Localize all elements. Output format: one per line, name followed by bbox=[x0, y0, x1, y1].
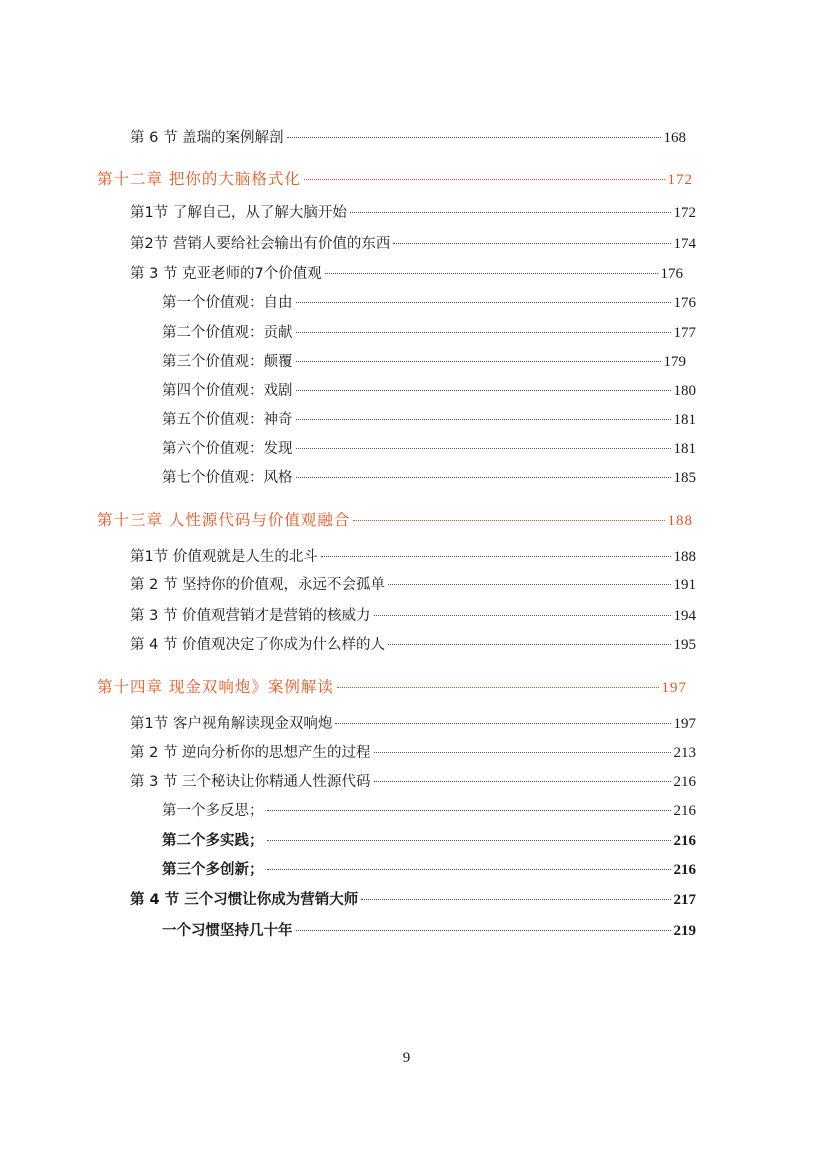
dot-leader bbox=[296, 930, 671, 931]
dot-leader bbox=[321, 556, 671, 557]
toc-title: 第二个多实践； bbox=[162, 833, 264, 849]
toc-title: 第1节 价值观就是人生的北斗 bbox=[130, 549, 318, 565]
toc-entry bbox=[130, 742, 696, 764]
dot-leader bbox=[353, 520, 664, 521]
toc-entry bbox=[130, 202, 696, 224]
toc-title: 第 2 节 逆向分析你的思想产生的过程 bbox=[130, 745, 371, 761]
toc-title: 第一个价值观：自由 bbox=[162, 295, 293, 311]
toc-title: 第七个价值观：风格 bbox=[162, 470, 293, 486]
toc-subentry bbox=[162, 409, 696, 431]
dot-leader bbox=[296, 302, 671, 303]
toc-subentry bbox=[162, 920, 696, 942]
dot-leader bbox=[267, 840, 671, 841]
toc-entry bbox=[130, 713, 696, 735]
toc-page: 177 bbox=[673, 325, 696, 341]
toc-entry bbox=[130, 233, 696, 255]
toc-title: 第1节 客户视角解读现金双响炮 bbox=[130, 716, 333, 732]
toc-page: 216 bbox=[673, 774, 696, 790]
toc-chapter bbox=[97, 676, 687, 698]
dot-leader bbox=[296, 332, 671, 333]
toc-title: 第 3 节 三个秘诀让你精通人性源代码 bbox=[130, 774, 371, 790]
toc-subentry bbox=[162, 322, 696, 344]
toc-entry bbox=[130, 263, 683, 285]
toc-page: 181 bbox=[673, 441, 696, 457]
toc-page: 197 bbox=[661, 680, 687, 696]
toc-chapter bbox=[97, 168, 693, 190]
toc-page: 179 bbox=[663, 354, 686, 370]
toc-title: 第四个价值观：戏剧 bbox=[162, 383, 293, 399]
dot-leader bbox=[296, 448, 671, 449]
toc-page: 194 bbox=[673, 608, 696, 624]
toc-entry bbox=[130, 546, 696, 568]
dot-leader bbox=[296, 477, 671, 478]
toc-entry bbox=[130, 574, 696, 596]
toc-page: 176 bbox=[660, 266, 683, 282]
dot-leader bbox=[267, 869, 671, 870]
toc-subentry bbox=[162, 351, 686, 373]
dot-leader bbox=[296, 390, 671, 391]
toc-title: 第十三章 人性源代码与价值观融合 bbox=[97, 511, 351, 529]
dot-leader bbox=[335, 723, 670, 724]
dot-leader bbox=[304, 179, 665, 180]
toc-page: 197 bbox=[673, 716, 696, 732]
toc-title: 第 3 节 价值观营销才是营销的核威力 bbox=[130, 608, 371, 624]
toc-chapter bbox=[97, 509, 693, 531]
toc-title: 第1节 了解自己，从了解大脑开始 bbox=[130, 205, 347, 221]
toc-page: 216 bbox=[673, 833, 696, 849]
toc-entry bbox=[130, 127, 686, 149]
toc-page: 217 bbox=[673, 892, 696, 908]
toc-page: 181 bbox=[673, 412, 696, 428]
toc-title: 第2节 营销人要给社会输出有价值的东西 bbox=[130, 236, 391, 252]
dot-leader bbox=[388, 584, 670, 585]
toc-subentry bbox=[162, 438, 696, 460]
page-number: 9 bbox=[402, 1050, 411, 1066]
toc-page: 176 bbox=[673, 295, 696, 311]
toc-title: 第 4 节 价值观决定了你成为什么样的人 bbox=[130, 637, 386, 653]
toc-subentry bbox=[162, 859, 696, 881]
toc-page: 172 bbox=[667, 172, 693, 188]
toc-page: 172 bbox=[673, 205, 696, 221]
toc-page: 188 bbox=[667, 513, 693, 529]
toc-page: 216 bbox=[673, 862, 696, 878]
toc-page: 213 bbox=[673, 745, 696, 761]
dot-leader bbox=[374, 781, 671, 782]
toc-title: 第 2 节 坚持你的价值观，永远不会孤单 bbox=[130, 577, 386, 593]
toc-title: 第一个多反思； bbox=[162, 803, 264, 819]
toc-page: 180 bbox=[673, 383, 696, 399]
dot-leader bbox=[267, 810, 671, 811]
toc-subentry bbox=[162, 830, 696, 852]
toc-title: 第 4 节 三个习惯让你成为营销大师 bbox=[130, 892, 359, 908]
dot-leader bbox=[374, 615, 671, 616]
dot-leader bbox=[361, 899, 670, 900]
toc-subentry bbox=[162, 292, 696, 314]
toc-page: 219 bbox=[673, 923, 696, 939]
dot-leader bbox=[393, 243, 670, 244]
dot-leader bbox=[325, 273, 658, 274]
dot-leader bbox=[296, 419, 671, 420]
toc-title: 第 3 节 克亚老师的7个价值观 bbox=[130, 266, 322, 282]
dot-leader bbox=[350, 212, 671, 213]
dot-leader bbox=[296, 361, 661, 362]
dot-leader bbox=[337, 687, 659, 688]
toc-entry bbox=[130, 889, 696, 911]
toc-title: 第十二章 把你的大脑格式化 bbox=[97, 170, 301, 188]
toc-title: 第六个价值观：发现 bbox=[162, 441, 293, 457]
toc-title: 第 6 节 盖瑞的案例解剖 bbox=[130, 130, 284, 146]
dot-leader bbox=[287, 137, 661, 138]
dot-leader bbox=[374, 752, 671, 753]
toc-entry bbox=[130, 634, 696, 656]
toc-page: 216 bbox=[673, 803, 696, 819]
toc-page: 168 bbox=[663, 130, 686, 146]
dot-leader bbox=[388, 644, 670, 645]
toc-page: 191 bbox=[673, 577, 696, 593]
toc-title: 第五个价值观：神奇 bbox=[162, 412, 293, 428]
toc-subentry bbox=[162, 467, 696, 489]
toc-page: 174 bbox=[673, 236, 696, 252]
toc-page: 185 bbox=[673, 470, 696, 486]
toc-title: 一个习惯坚持几十年 bbox=[162, 923, 293, 939]
toc-subentry bbox=[162, 800, 696, 822]
toc-page: 195 bbox=[673, 637, 696, 653]
toc-subentry bbox=[162, 380, 696, 402]
toc-entry bbox=[130, 771, 696, 793]
toc-title: 第三个多创新； bbox=[162, 862, 264, 878]
toc-title: 第十四章 现金双响炮》案例解读 bbox=[97, 678, 334, 696]
toc-entry bbox=[130, 605, 696, 627]
toc-title: 第二个价值观：贡献 bbox=[162, 325, 293, 341]
toc-page: 188 bbox=[673, 549, 696, 565]
toc-title: 第三个价值观：颠覆 bbox=[162, 354, 293, 370]
